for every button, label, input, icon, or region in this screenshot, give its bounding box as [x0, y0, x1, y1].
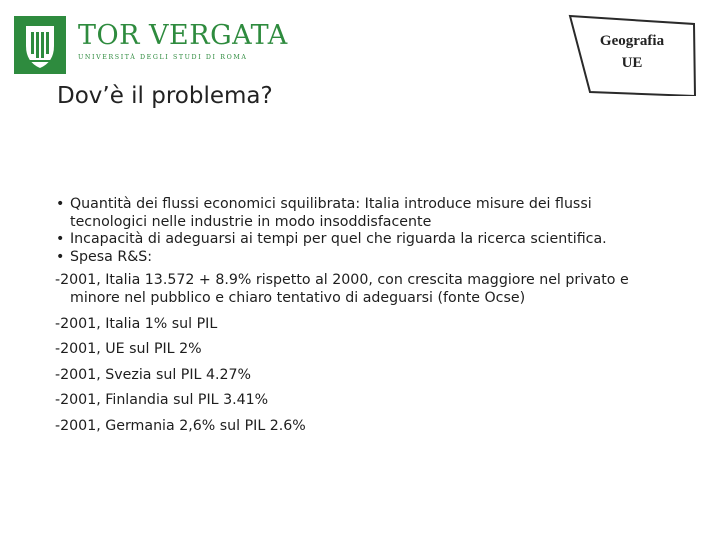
slide-body [55, 196, 655, 436]
list-item: -2001, Svezia sul PIL 4.27% [55, 366, 252, 383]
list-item: -2001, UE sul PIL 2% [55, 341, 202, 358]
slide-title: Dov’è il problema? [57, 83, 273, 109]
badge-line2: UE [621, 55, 643, 71]
course-badge [568, 14, 696, 96]
university-logo [78, 22, 288, 61]
list-item: -2001, Germania 2,6% sul PIL 2.6% [55, 417, 306, 434]
list-item: • Quantità dei flussi economici squilibrata: Italia introduce misure dei flussi tecnologici nelle industrie in modo insoddisfacente [55, 196, 655, 231]
list-item: -2001, Italia 13.572 + 8.9% rispetto al 2000, con crescita maggiore nel privato e minore nel pubblico e chiaro tentativo di adeguarsi (fonte Ocse) [55, 272, 629, 306]
list-item: • Incapacità di adeguarsi ai tempi per quel che riguarda la ricerca scientifica. [55, 231, 655, 249]
badge-line1: Geografia [599, 33, 665, 49]
logo-title: TOR VERGATA [78, 20, 288, 51]
logo-subtitle: UNIVERSITÀ DEGLI STUDI DI ROMA [78, 54, 248, 61]
list-item: -2001, Italia 1% sul PIL [55, 315, 218, 332]
university-logo-icon [14, 16, 66, 74]
list-item: -2001, Finlandia sul PIL 3.41% [55, 392, 269, 409]
list-item: • Spesa R&S: [55, 249, 655, 267]
